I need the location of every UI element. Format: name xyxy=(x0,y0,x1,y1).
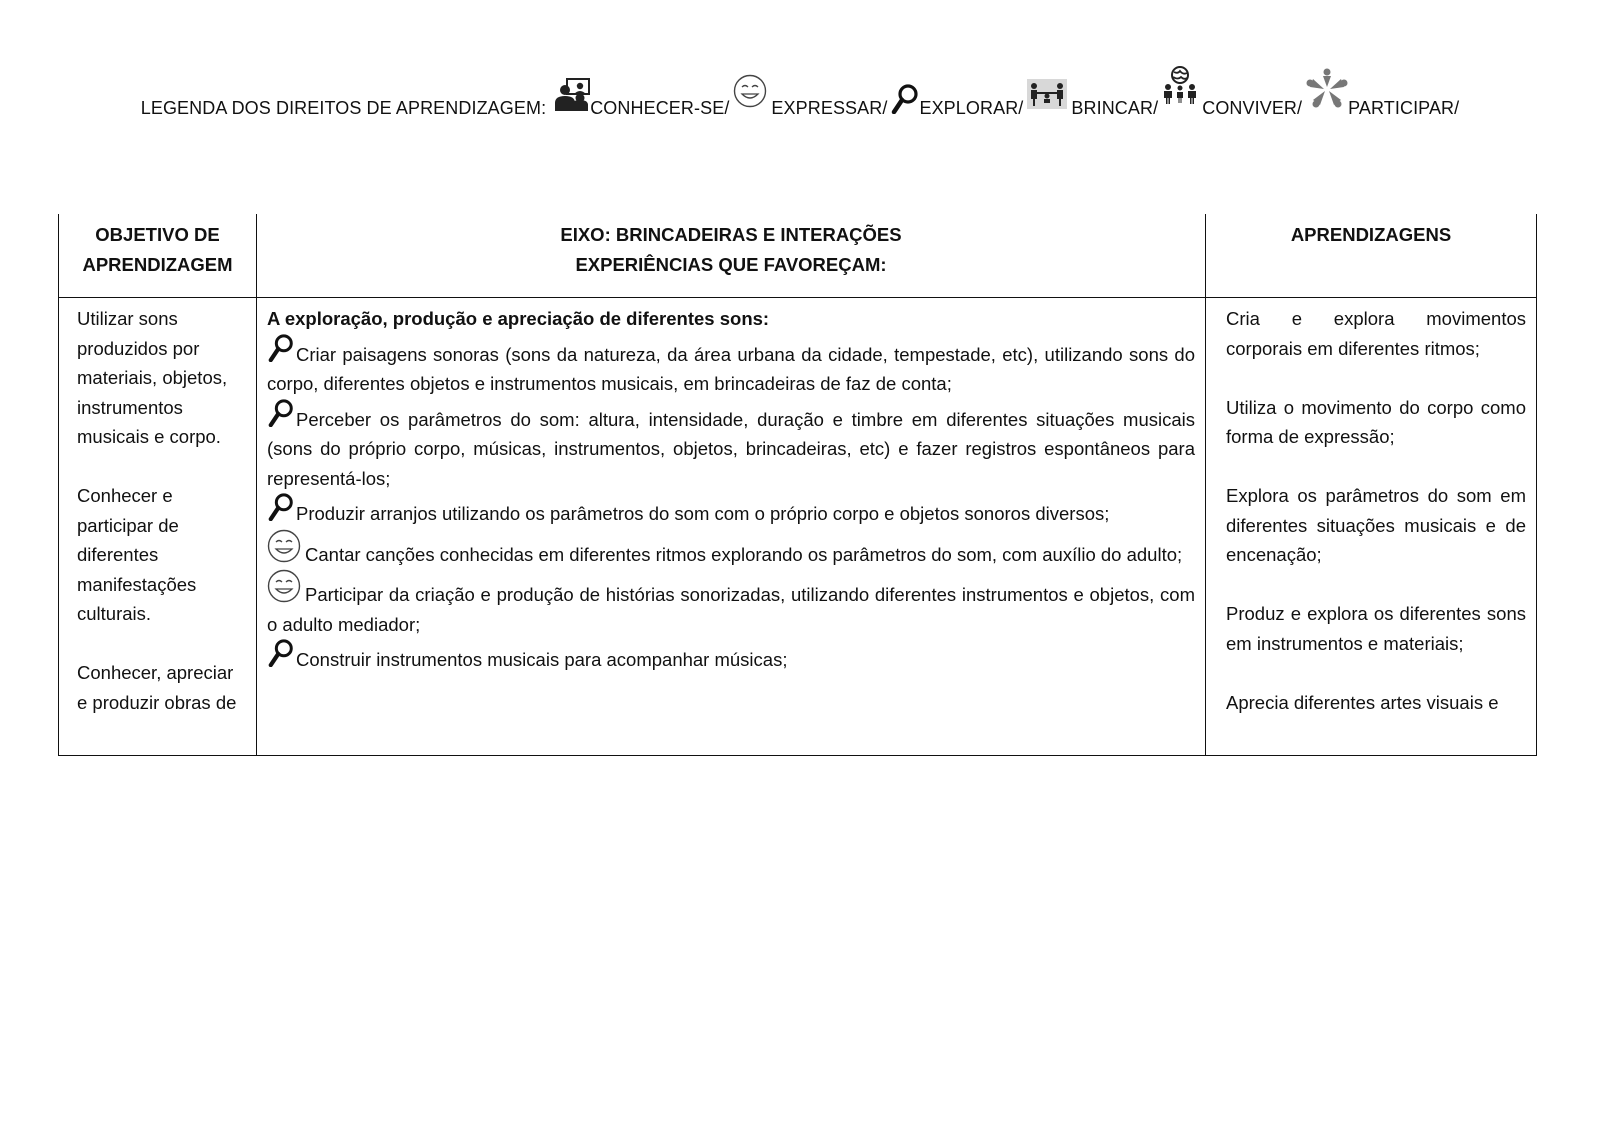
legend-text-explorar: EXPLORAR/ xyxy=(919,98,1024,118)
legend-text-participar: PARTICIPAR/ xyxy=(1348,98,1460,118)
smiley-icon xyxy=(267,529,301,563)
experiencia-text: Construir instrumentos musicais para acompanhar músicas; xyxy=(296,649,788,670)
magnifier-icon xyxy=(267,493,295,521)
experiencia-text: Perceber os parâmetros do som: altura, intensidade, duração e timbre em diferentes situações musicais (sons do próprio corpo, músicas, instrumentos, objetos, brincadeiras, etc) e fazer registros espontâneos para representá-los; xyxy=(267,408,1195,489)
experiencia-item xyxy=(267,639,1195,675)
table-header-row xyxy=(59,214,1537,298)
legend-text-conviver: CONVIVER/ xyxy=(1202,98,1303,118)
header-objetivo-line2: APRENDIZAGEM xyxy=(82,254,233,275)
legend-text-brincar: BRINCAR/ xyxy=(1071,98,1159,118)
aprendizagem-item: Aprecia diferentes artes visuais e xyxy=(1226,691,1499,713)
experiencias-cell xyxy=(257,298,1206,756)
experiencia-text: Criar paisagens sonoras (sons da natureza, da área urbana da cidade, tempestade, etc), utilizando sons do corpo, diferentes objetos e instrumentos musicais, em brincadeiras de faz de conta; xyxy=(267,343,1195,394)
experiencia-text: Participar da criação e produção de histórias sonorizadas, utilizando diferentes instrumentos e objetos, com o adulto mediador; xyxy=(267,584,1195,635)
magnifier-icon xyxy=(267,334,295,362)
legend-item-expressar xyxy=(733,74,887,122)
experiencia-item xyxy=(267,334,1195,399)
experiencia-text: Produzir arranjos utilizando os parâmetros do som com o próprio corpo e objetos sonoros diversos; xyxy=(296,503,1110,524)
legend-text-expressar: EXPRESSAR/ xyxy=(771,98,888,118)
legend-item-participar xyxy=(1306,68,1459,122)
experiencia-item xyxy=(267,529,1195,570)
legend xyxy=(0,66,1600,122)
header-eixo-line2: EXPERIÊNCIAS QUE FAVOREÇAM: xyxy=(575,254,887,275)
aprendizagem-item: Produz e explora os diferentes sons em instrumentos e materiais; xyxy=(1226,603,1526,654)
aprendizagens-cell xyxy=(1206,298,1537,756)
magnifier-icon xyxy=(267,399,295,427)
header-aprendizagens-text: APRENDIZAGENS xyxy=(1290,224,1452,245)
header-aprendizagens xyxy=(1206,214,1537,298)
legend-label: LEGENDA DOS DIREITOS DE APRENDIZAGEM: xyxy=(140,98,547,118)
learning-table xyxy=(58,214,1537,756)
header-objetivo xyxy=(59,214,257,298)
objetivo-item: Conhecer, apreciar e produzir obras de xyxy=(77,662,237,713)
objetivo-item: Utilizar sons produzidos por materiais, objetos, instrumentos musicais e corpo. xyxy=(77,308,228,447)
legend-item-brincar xyxy=(1027,79,1158,122)
playing-children-icon xyxy=(1027,79,1067,109)
magnifier-icon xyxy=(891,84,919,114)
experiencia-item xyxy=(267,399,1195,494)
magnifier-icon xyxy=(267,639,295,667)
family-globe-icon xyxy=(1162,66,1198,104)
smiley-icon xyxy=(733,74,767,108)
aprendizagem-item: Utiliza o movimento do corpo como forma de expressão; xyxy=(1226,396,1526,447)
experiencia-item xyxy=(267,569,1195,639)
legend-item-conviver xyxy=(1162,66,1302,122)
aprendizagem-item: Explora os parâmetros do som em diferentes situações musicais e de encenação; xyxy=(1226,485,1526,565)
aprendizagem-item: Cria e explora movimentos corporais em diferentes ritmos; xyxy=(1226,308,1526,359)
experiencia-text: Cantar canções conhecidas em diferentes ritmos explorando os parâmetros do som, com auxílio do adulto; xyxy=(305,543,1183,565)
smiley-icon xyxy=(267,569,301,603)
experiencia-item xyxy=(267,493,1195,529)
legend-item-conhecer xyxy=(554,78,729,122)
conhecer-icon xyxy=(554,78,590,112)
experiencias-title: A exploração, produção e apreciação de diferentes sons: xyxy=(267,308,770,329)
objetivos-cell xyxy=(59,298,257,756)
legend-item-explorar xyxy=(891,84,1023,122)
header-eixo xyxy=(257,214,1206,298)
header-objetivo-line1: OBJETIVO DE xyxy=(95,224,220,245)
table-row xyxy=(59,298,1537,756)
header-eixo-line1: EIXO: BRINCADEIRAS E INTERAÇÕES xyxy=(560,224,902,245)
people-circle-icon xyxy=(1306,68,1348,110)
objetivo-item: Conhecer e participar de diferentes manifestações culturais. xyxy=(77,485,197,624)
legend-text-conhecer: CONHECER-SE/ xyxy=(590,98,730,118)
